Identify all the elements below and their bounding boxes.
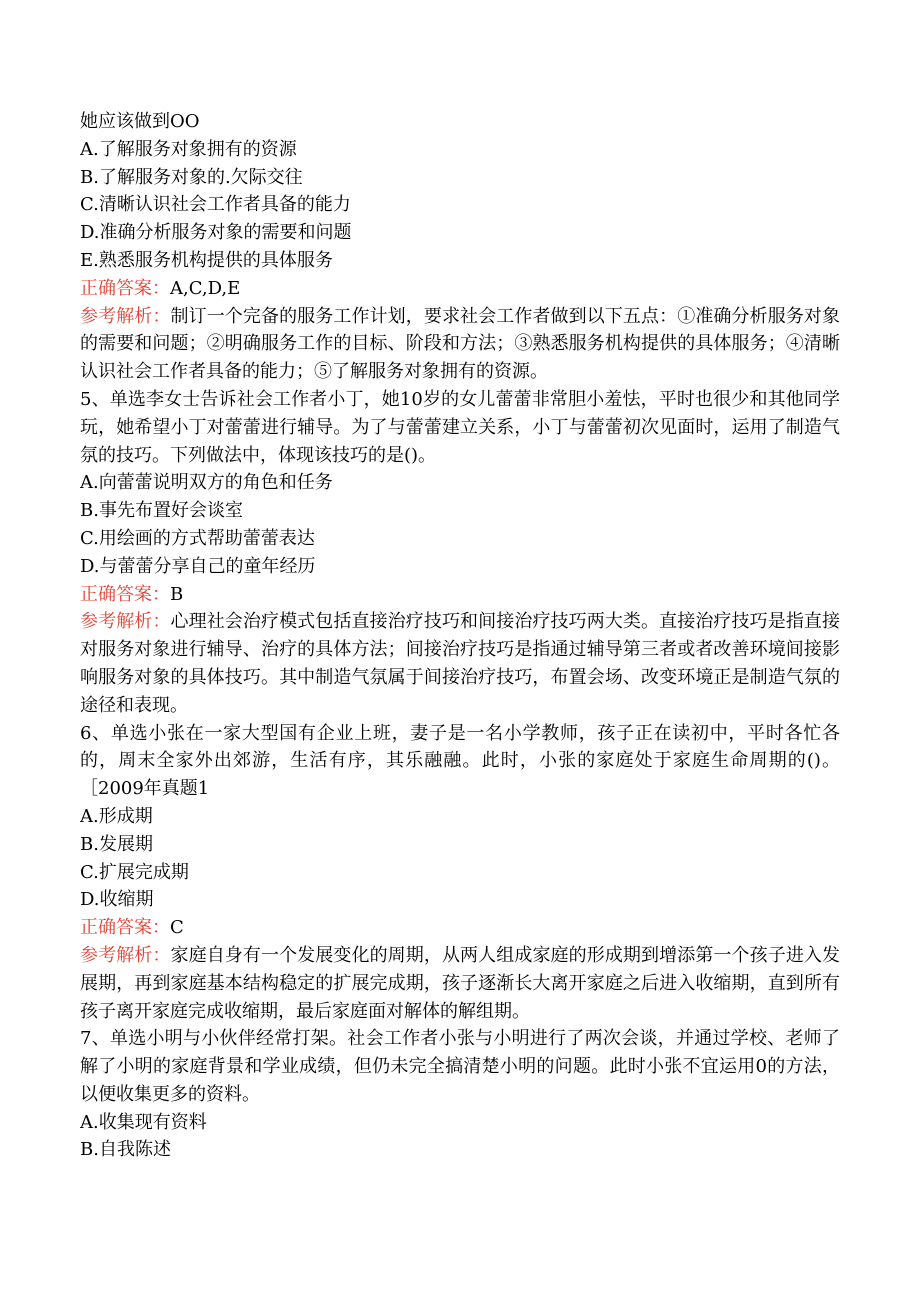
option-a: A.向蕾蕾说明双方的角色和任务 — [80, 472, 333, 494]
analysis-label: 参考解析： — [80, 944, 171, 966]
question-6: 6、单选小张在一家大型国有企业上班，妻子是一名小学教师，孩子正在读初中，平时各忙各的，周末全家外出郊游，生活有序，其乐融融。此时，小张的家庭处于家庭生命周期的()。［2009年真题1 — [80, 722, 840, 800]
reference-analysis — [80, 608, 840, 719]
option-a: A.收集现有资料 — [80, 1111, 207, 1133]
analysis-text: 制订一个完备的服务工作计划，要求社会工作者做到以下五点：①准确分析服务对象的需要和问题；②明确服务工作的目标、阶段和方法；③熟悉服务机构提供的具体服务；④清晰认识社会工作者具备的能力；⑤了解服务对象拥有的资源。 — [80, 305, 841, 383]
correct-answer — [80, 914, 840, 942]
reference-analysis — [80, 303, 840, 386]
analysis-text: 心理社会治疗模式包括直接治疗技巧和间接治疗技巧两大类。直接治疗技巧是指直接对服务对象进行辅导、治疗的具体方法；间接治疗技巧是指通过辅导第三者或者改善环境间接影响服务对象的具体技巧。其中制造气氛属于间接治疗技巧，布置会场、改变环境正是制造气氛的途径和表现。 — [80, 611, 841, 716]
analysis-text: 家庭自身有一个发展变化的周期，从两人组成家庭的形成期到增添第一个孩子进入发展期，再到家庭基本结构稳定的扩展完成期，孩子逐渐长大离开家庭之后进入收缩期，直到所有孩子离开家庭完成收缩期，最后家庭面对解体的解组期。 — [80, 944, 841, 1022]
analysis-label: 参考解析： — [80, 305, 171, 327]
option-c: C.扩展完成期 — [80, 861, 189, 883]
analysis-label: 参考解析： — [80, 611, 171, 633]
correct-answer-label: 正确答案： — [80, 583, 170, 605]
option-d: D.收缩期 — [80, 889, 154, 911]
option-c: C.用绘画的方式帮助蕾蕾表达 — [80, 527, 315, 549]
correct-answer-label: 正确答案： — [80, 917, 170, 939]
correct-answer-label: 正确答案： — [80, 277, 170, 299]
option-b: B.事先布置好会谈室 — [80, 500, 243, 522]
option-a: A.形成期 — [80, 805, 153, 827]
question-5: 5、单选李女士告诉社会工作者小丁，她10岁的女儿蕾蕾非常胆小羞怯，平时也很少和其他同学玩，她希望小丁对蕾蕾进行辅导。为了与蕾蕾建立关系，小丁与蕾蕾初次见面时，运用了制造气氛的技巧。下列做法中，体现该技巧的是()。 — [80, 388, 840, 466]
correct-answer — [80, 581, 840, 609]
document-page — [80, 108, 840, 1164]
option-b: B.发展期 — [80, 833, 153, 855]
option-d: D.与蕾蕾分享自己的童年经历 — [80, 555, 316, 577]
option-e: E.熟悉服务机构提供的具体服务 — [80, 249, 333, 271]
correct-answer — [80, 275, 840, 303]
option-a: A.了解服务对象拥有的资源 — [80, 138, 297, 160]
correct-answer-value: C — [170, 917, 184, 939]
correct-answer-value: B — [170, 583, 184, 605]
option-b: B.了解服务对象的.欠际交往 — [80, 166, 303, 188]
option-b: B.自我陈述 — [80, 1139, 171, 1161]
option-c: C.清晰认识社会工作者具备的能力 — [80, 194, 351, 216]
question-7: 7、单选小明与小伙伴经常打架。社会工作者小张与小明进行了两次会谈，并通过学校、老师了解了小明的家庭背景和学业成绩，但仍未完全搞清楚小明的问题。此时小张不宜运用0的方法，以便收集更多的资料。 — [80, 1028, 840, 1105]
correct-answer-value: A,C,D,E — [170, 277, 241, 299]
question-stem-line: 她应该做到OO — [80, 111, 200, 132]
reference-analysis — [80, 942, 840, 1025]
option-d: D.准确分析服务对象的需要和问题 — [80, 222, 352, 244]
